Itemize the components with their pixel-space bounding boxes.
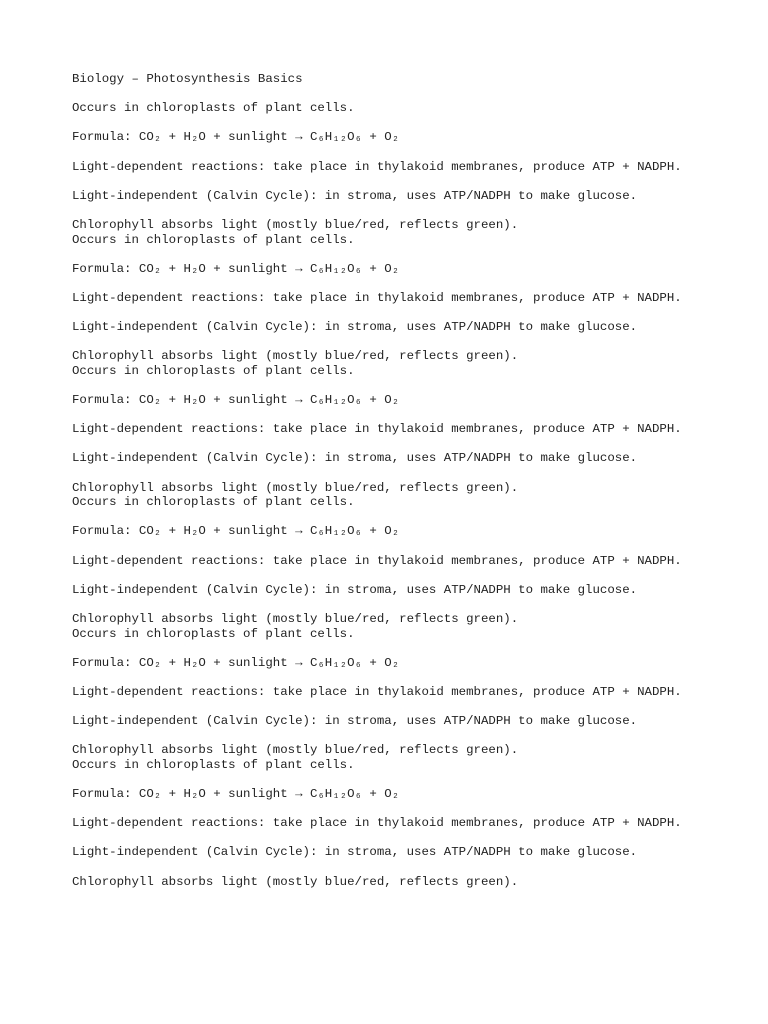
chlorophyll-line: Chlorophyll absorbs light (mostly blue/red, reflects green).	[72, 874, 519, 889]
location-line: Occurs in chloroplasts of plant cells.	[72, 232, 355, 247]
location-line: Occurs in chloroplasts of plant cells.	[72, 495, 355, 510]
note-block-4	[72, 495, 752, 626]
light-independent-line: Light-independent (Calvin Cycle): in stroma, uses ATP/NADPH to make glucose.	[72, 188, 638, 203]
light-independent-line: Light-independent (Calvin Cycle): in stroma, uses ATP/NADPH to make glucose.	[72, 451, 638, 466]
note-block-5	[72, 627, 752, 758]
chlorophyll-line: Chlorophyll absorbs light (mostly blue/red, reflects green).	[72, 349, 519, 364]
formula-line: Formula: CO₂ + H₂O + sunlight → C₆H₁₂O₆ + O₂	[72, 524, 400, 539]
formula-line: Formula: CO₂ + H₂O + sunlight → C₆H₁₂O₆ + O₂	[72, 393, 400, 408]
light-dependent-line: Light-dependent reactions: take place in thylakoid membranes, produce ATP + NADPH.	[72, 816, 682, 831]
document-title: Biology – Photosynthesis Basics	[72, 72, 303, 86]
light-independent-line: Light-independent (Calvin Cycle): in stroma, uses ATP/NADPH to make glucose.	[72, 714, 638, 729]
light-independent-line: Light-independent (Calvin Cycle): in stroma, uses ATP/NADPH to make glucose.	[72, 845, 638, 860]
formula-line: Formula: CO₂ + H₂O + sunlight → C₆H₁₂O₆ + O₂	[72, 130, 400, 145]
note-block-6	[72, 758, 752, 889]
light-dependent-line: Light-dependent reactions: take place in thylakoid membranes, produce ATP + NADPH.	[72, 553, 682, 568]
location-line: Occurs in chloroplasts of plant cells.	[72, 101, 355, 116]
light-independent-line: Light-independent (Calvin Cycle): in stroma, uses ATP/NADPH to make glucose.	[72, 320, 638, 335]
formula-line: Formula: CO₂ + H₂O + sunlight → C₆H₁₂O₆ + O₂	[72, 787, 400, 802]
chlorophyll-line: Chlorophyll absorbs light (mostly blue/red, reflects green).	[72, 743, 519, 758]
chlorophyll-line: Chlorophyll absorbs light (mostly blue/red, reflects green).	[72, 611, 519, 626]
note-block-3	[72, 364, 752, 495]
chlorophyll-line: Chlorophyll absorbs light (mostly blue/red, reflects green).	[72, 217, 519, 232]
light-independent-line: Light-independent (Calvin Cycle): in stroma, uses ATP/NADPH to make glucose.	[72, 582, 638, 597]
light-dependent-line: Light-dependent reactions: take place in thylakoid membranes, produce ATP + NADPH.	[72, 684, 682, 699]
chlorophyll-line: Chlorophyll absorbs light (mostly blue/red, reflects green).	[72, 480, 519, 495]
light-dependent-line: Light-dependent reactions: take place in thylakoid membranes, produce ATP + NADPH.	[72, 159, 682, 174]
note-block-2	[72, 233, 752, 364]
note-block-1	[72, 101, 752, 232]
light-dependent-line: Light-dependent reactions: take place in thylakoid membranes, produce ATP + NADPH.	[72, 290, 682, 305]
light-dependent-line: Light-dependent reactions: take place in thylakoid membranes, produce ATP + NADPH.	[72, 422, 682, 437]
formula-line: Formula: CO₂ + H₂O + sunlight → C₆H₁₂O₆ + O₂	[72, 261, 400, 276]
location-line: Occurs in chloroplasts of plant cells.	[72, 757, 355, 772]
location-line: Occurs in chloroplasts of plant cells.	[72, 626, 355, 641]
formula-line: Formula: CO₂ + H₂O + sunlight → C₆H₁₂O₆ + O₂	[72, 655, 400, 670]
document-page	[72, 72, 752, 889]
location-line: Occurs in chloroplasts of plant cells.	[72, 363, 355, 378]
